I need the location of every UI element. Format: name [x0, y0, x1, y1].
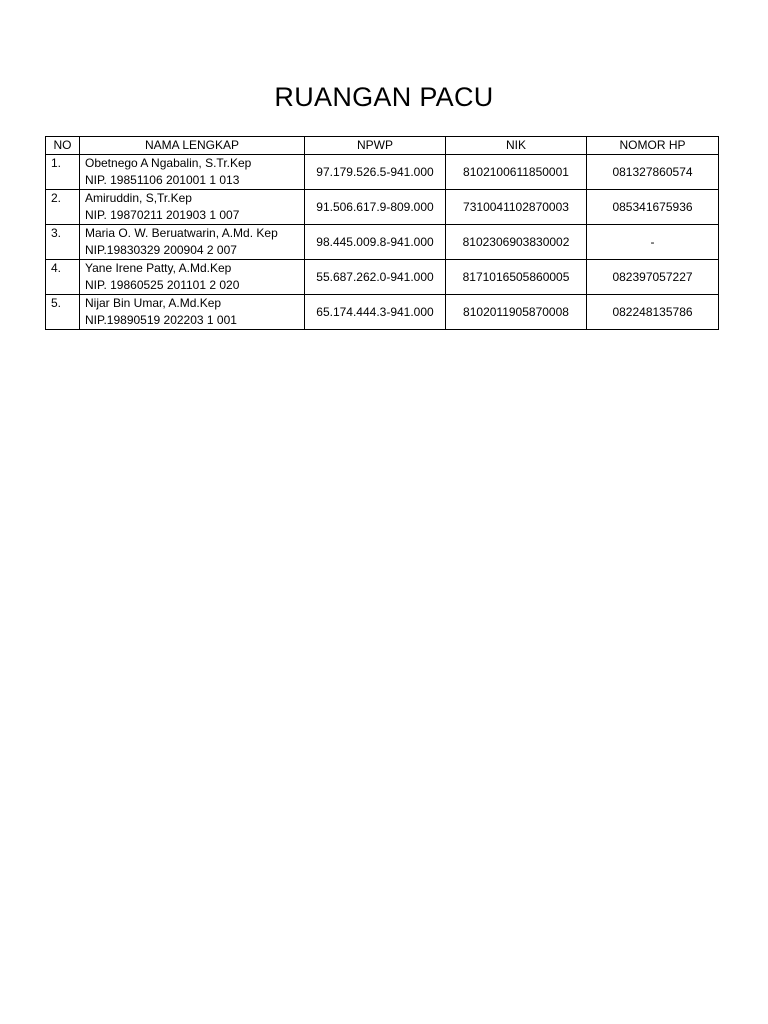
person-nip: NIP. 19860525 201101 2 020: [85, 278, 240, 292]
row-full-name: [80, 190, 305, 225]
row-npwp: 65.174.444.3-941.000: [305, 295, 446, 330]
person-name: Nijar Bin Umar, A.Md.Kep: [85, 296, 222, 310]
row-nik: 8102011905870008: [446, 295, 587, 330]
header-npwp: NPWP: [305, 137, 446, 155]
page-title: RUANGAN PACU: [274, 82, 494, 112]
person-name: Maria O. W. Beruatwarin, A.Md. Kep: [85, 226, 278, 240]
table-row: [46, 225, 719, 260]
row-full-name: [80, 260, 305, 295]
row-number: 2.: [46, 190, 80, 225]
row-phone: -: [587, 225, 719, 260]
row-nik: 7310041102870003: [446, 190, 587, 225]
row-number: 3.: [46, 225, 80, 260]
row-full-name: [80, 295, 305, 330]
staff-table: [45, 136, 719, 330]
header-phone: NOMOR HP: [587, 137, 719, 155]
row-phone: 085341675936: [587, 190, 719, 225]
person-nip: NIP. 19870211 201903 1 007: [85, 208, 240, 222]
person-nip: NIP.19830329 200904 2 007: [85, 243, 237, 257]
table-header-row: [46, 137, 719, 155]
row-phone: 082248135786: [587, 295, 719, 330]
row-full-name: [80, 155, 305, 190]
header-nik: NIK: [446, 137, 587, 155]
row-number: 1.: [46, 155, 80, 190]
person-name: Obetnego A Ngabalin, S.Tr.Kep: [85, 156, 252, 170]
table-row: [46, 155, 719, 190]
header-no: NO: [46, 137, 80, 155]
row-phone: 082397057227: [587, 260, 719, 295]
row-npwp: 91.506.617.9-809.000: [305, 190, 446, 225]
row-phone: 081327860574: [587, 155, 719, 190]
row-npwp: 97.179.526.5-941.000: [305, 155, 446, 190]
row-nik: 8171016505860005: [446, 260, 587, 295]
person-nip: NIP. 19851106 201001 1 013: [85, 173, 240, 187]
row-full-name: [80, 225, 305, 260]
header-full-name: NAMA LENGKAP: [80, 137, 305, 155]
person-nip: NIP.19890519 202203 1 001: [85, 313, 237, 327]
person-name: Amiruddin, S,Tr.Kep: [85, 191, 192, 205]
table-row: [46, 260, 719, 295]
row-number: 4.: [46, 260, 80, 295]
table-row: [46, 190, 719, 225]
row-number: 5.: [46, 295, 80, 330]
row-nik: 8102100611850001: [446, 155, 587, 190]
table-row: [46, 295, 719, 330]
row-npwp: 55.687.262.0-941.000: [305, 260, 446, 295]
row-npwp: 98.445.009.8-941.000: [305, 225, 446, 260]
row-nik: 8102306903830002: [446, 225, 587, 260]
person-name: Yane Irene Patty, A.Md.Kep: [85, 261, 232, 275]
